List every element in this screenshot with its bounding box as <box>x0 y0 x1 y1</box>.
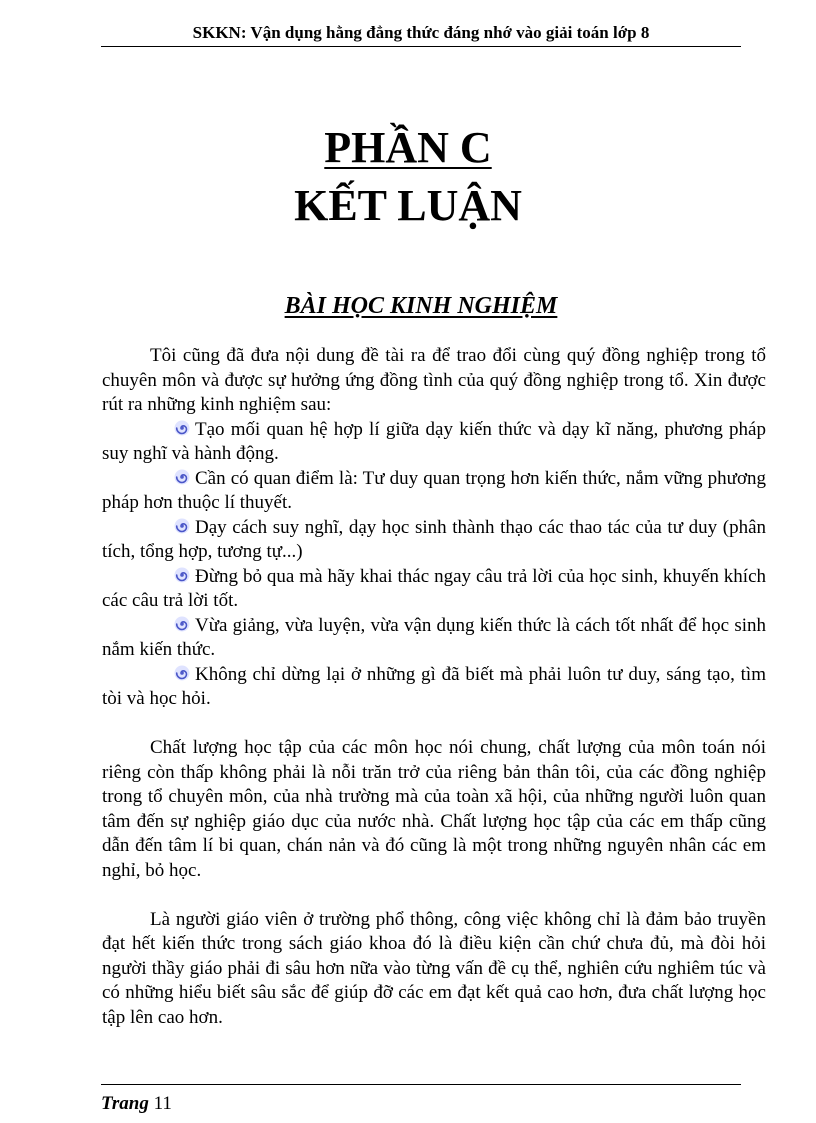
swirl-bullet-icon <box>174 469 190 485</box>
lesson-item <box>102 614 766 663</box>
lesson-text: Không chỉ dừng lại ở những gì đã biết mà phải luôn tư duy, sáng tạo, tìm tòi và học hỏi. <box>102 663 766 709</box>
lesson-item <box>102 467 766 516</box>
swirl-bullet-icon <box>174 665 190 681</box>
lesson-text: Cần có quan điểm là: Tư duy quan trọng hơn kiến thức, nắm vững phương pháp hơn thuộc lí thuyết. <box>102 467 766 513</box>
lesson-text: Vừa giảng, vừa luyện, vừa vận dụng kiến thức là cách tốt nhất để học sinh nắm kiến thức. <box>102 614 766 660</box>
swirl-bullet-icon <box>174 420 190 436</box>
page-header: SKKN: Vận dụng hằng đẳng thức đáng nhớ vào giải toán lớp 8 <box>101 22 741 47</box>
part-title: KẾT LUẬN <box>294 181 522 230</box>
body-paragraph: Là người giáo viên ở trường phổ thông, công việc không chỉ là đảm bảo truyền đạt hết kiến thức trong sách giáo khoa đó là điều kiện cần chứ chưa đủ, mà đòi hỏi người thầy giáo phải đi sâu hơn nữa vào từng vấn đề cụ thể, nghiên cứu nghiêm túc và có những hiểu biết sâu sắc để giúp đỡ các em đạt kết quả cao hơn, đưa chất lượng học tập lên cao hơn. <box>102 908 766 1028</box>
lesson-item <box>102 516 766 565</box>
lesson-text: Đừng bỏ qua mà hãy khai thác ngay câu trả lời của học sinh, khuyến khích các câu trả lời tốt. <box>102 565 766 611</box>
document-body <box>102 344 766 1030</box>
swirl-bullet-icon <box>174 616 190 632</box>
lesson-text: Dạy cách suy nghĩ, dạy học sinh thành thạo các thao tác của tư duy (phân tích, tổng hợp, tương tự...) <box>102 516 766 562</box>
lesson-item <box>102 663 766 712</box>
lesson-item <box>102 565 766 614</box>
body-paragraph: Chất lượng học tập của các môn học nói chung, chất lượng của môn toán nói riêng còn thấp không phải là nỗi trăn trở của riêng bản thân tôi, của các đồng nghiệp trong tổ chuyên môn, của nhà trường mà của toàn xã hội, của những người luôn quan tâm đến sự nghiệp giáo dục của nước nhà. Chất lượng học tập của các em thấp cũng dẫn đến tâm lí bi quan, chán nản và đó cũng là một trong những nguyên nhân các em nghỉ, bỏ học. <box>102 737 766 881</box>
footer-divider <box>101 1084 741 1085</box>
section-heading: BÀI HỌC KINH NGHIỆM <box>284 293 558 319</box>
swirl-bullet-icon <box>174 518 190 534</box>
lesson-text: Tạo mối quan hệ hợp lí giữa dạy kiến thức và dạy kĩ năng, phương pháp suy nghĩ và hành động. <box>102 418 766 464</box>
footer-page-number: 11 <box>153 1093 172 1114</box>
part-label: PHẦN C <box>324 123 492 172</box>
page-footer <box>101 1092 172 1116</box>
swirl-bullet-icon <box>174 567 190 583</box>
footer-page-label: Trang <box>101 1093 149 1114</box>
intro-paragraph: Tôi cũng đã đưa nội dung đề tài ra để trao đổi cùng quý đồng nghiệp trong tổ chuyên môn và được sự hưởng ứng đồng tình của quý đồng nghiệp trong tổ. Xin được rút ra những kinh nghiệm sau: <box>102 345 766 415</box>
lesson-item <box>102 418 766 467</box>
part-title-block <box>0 122 816 232</box>
